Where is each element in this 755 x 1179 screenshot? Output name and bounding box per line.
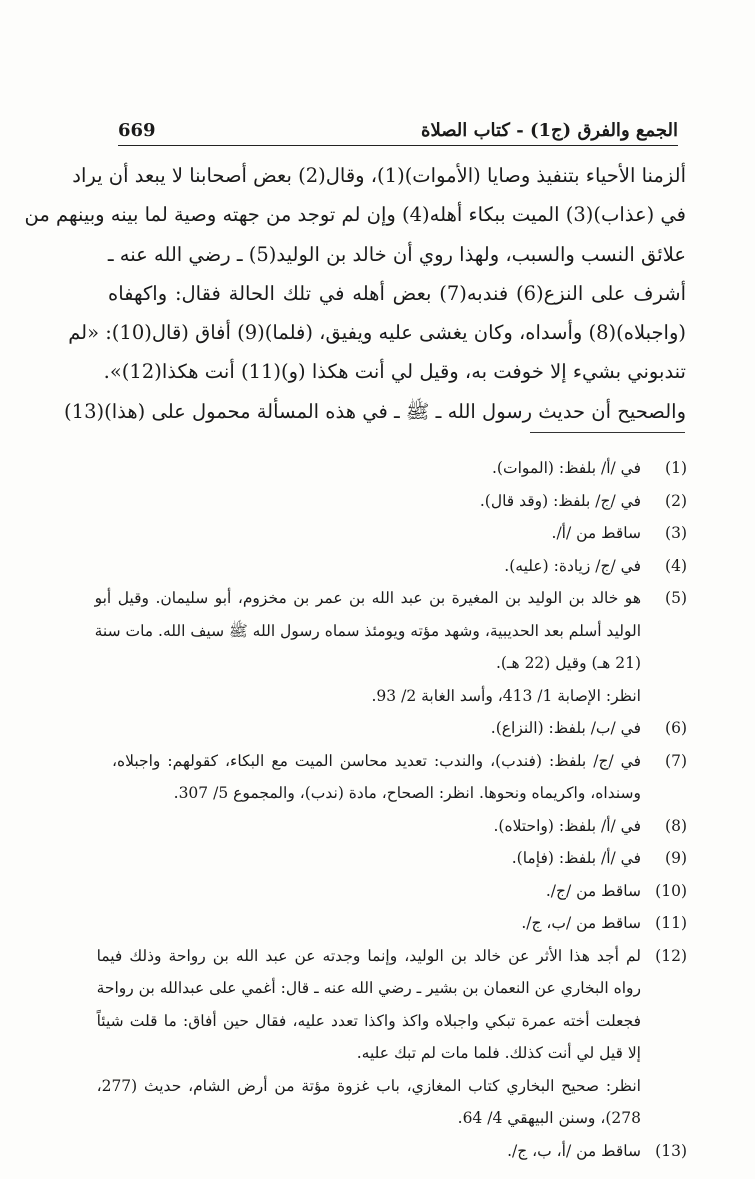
footnote-line: 278)، وسنن البيهقي 4/ 64.: [457, 1109, 641, 1127]
footnote-body: [112, 745, 641, 810]
footnote: [112, 550, 687, 583]
footnote-number: (11): [655, 914, 687, 932]
footnote-line: رواه البخاري عن النعمان بن بشير ـ رضي الله عنه ـ قال: أغمي على عبدالله بن رواحة: [96, 979, 641, 997]
main-text: [24, 156, 686, 431]
footnote: [112, 485, 687, 518]
footnote-line: الوليد أسلم بعد الحديبية، وشهد مؤته ويومئذ سماه رسول الله ﷺ سيف الله. مات سنة: [94, 621, 641, 640]
footnote: [112, 452, 687, 485]
footnote: [112, 810, 687, 843]
footnote-number: (10): [655, 881, 687, 900]
main-text-line: في (عذاب)(3) الميت ببكاء أهله(4) وإن لم توجد من جهته وصية لما بينه وبينهم من: [24, 203, 686, 227]
footnote-line: وسنداه، واكريماه ونحوها. انظر: الصحاح، مادة (ندب)، والمجموع 5/ 307.: [173, 784, 641, 802]
footnote: [96, 940, 687, 1135]
main-text-line: (واجبلاه)(8) وأسداه، وكان يغشى عليه ويفيق، (فلما)(9) أفاق (قال(10): «لم: [68, 321, 686, 345]
footnote: [112, 1135, 687, 1168]
footnote-line: ساقط من /أ، ب، ج/.: [507, 1141, 641, 1160]
footnote-number: (7): [665, 751, 687, 770]
footnote-number: (2): [665, 491, 687, 510]
footnote: [112, 745, 687, 810]
footnote-line: ساقط من /ب، ج/.: [521, 914, 641, 932]
footnote-number: (6): [665, 719, 687, 737]
footnote-body: [112, 712, 641, 745]
footnote-line: ساقط من /ج/.: [545, 881, 641, 900]
footnote-line: انظر: صحيح البخاري كتاب المغازي، باب غزوة مؤتة من أرض الشام، حديث (277،: [96, 1076, 641, 1095]
footnote-line: في /أ/ بلفظ: (فإما).: [511, 849, 641, 867]
footnote-number: (5): [665, 589, 687, 607]
running-title: الجمع والفرق (ج1) - كتاب الصلاة: [421, 120, 678, 141]
footnote-body: [95, 582, 641, 712]
footnote-body: [112, 550, 641, 583]
footnote-number: (12): [655, 946, 687, 965]
footnote-line: في /أ/ بلفظ: (الموات).: [492, 459, 641, 477]
footnote: [94, 582, 687, 712]
footnote-number: (4): [665, 556, 687, 575]
footnote-line: ساقط من /أ/.: [551, 524, 641, 542]
footnote-body: [97, 940, 641, 1135]
footnote-body: [112, 517, 641, 550]
footnote-body: [112, 452, 641, 485]
footnote-separator: [530, 432, 685, 433]
main-text-line: والصحيح أن حديث رسول الله ـ ﷺ ـ في هذه المسألة محمول على (هذا)(13): [64, 399, 686, 423]
footnote-number: (8): [665, 816, 687, 835]
footnote: [112, 842, 687, 875]
footnote: [112, 875, 687, 908]
page-number: 669: [118, 120, 156, 141]
footnote: [112, 517, 687, 550]
footnote-body: [112, 907, 641, 940]
footnote-line: في /ب/ بلفظ: (النزاع).: [490, 719, 641, 737]
footnote-number: (13): [655, 1141, 687, 1160]
footnote-number: (3): [665, 524, 687, 542]
footnote: [112, 712, 687, 745]
footnote-body: [112, 485, 641, 518]
footnote-body: [112, 1135, 641, 1168]
footnote-number: (9): [665, 849, 687, 867]
footnote-line: هو خالد بن الوليد بن المغيرة بن عبد الله بن عمر بن مخزوم، أبو سليمان. وقيل أبو: [94, 589, 641, 607]
footnote-body: [112, 875, 641, 908]
main-text-line: أشرف على النزع(6) فندبه(7) بعض أهله في تلك الحالة فقال: واكهفاه: [108, 281, 686, 305]
footnote-line: فجعلت أخته عمرة تبكي واجبلاه واكذ واكذا تعدد عليه، فقال حين أفاق: ما قلت شيئاً: [96, 1011, 641, 1030]
page-header: [118, 116, 678, 146]
main-text-line: علائق النسب والسبب، ولهذا روي أن خالد بن الوليد(5) ـ رضي الله عنه ـ: [107, 242, 686, 266]
footnote-line: انظر: الإصابة 1/ 413، وأسد الغابة 2/ 93.: [371, 686, 641, 705]
footnote-number: (1): [665, 459, 687, 477]
footnotes: [94, 452, 687, 1167]
footnote-line: في /أ/ بلفظ: (واحتلاه).: [493, 816, 641, 835]
footnote: [112, 907, 687, 940]
footnote-line: في /ج/ زيادة: (عليه).: [504, 556, 641, 575]
main-text-line: تندبوني بشيء إلا خوفت به، وقيل لي أنت هكذا (و)(11) أنت هكذا(12)».: [103, 360, 686, 384]
footnote-line: (21 هـ) وقيل (22 هـ).: [495, 654, 641, 672]
footnote-line: في /ج/ بلفظ: (فندب)، والندب: تعديد محاسن الميت مع البكاء، كقولهم: واجبلاه،: [112, 751, 641, 770]
footnote-body: [112, 842, 641, 875]
footnote-line: لم أجد هذا الأثر عن خالد بن الوليد، وإنما وجدته عن عبد الله بن رواحة وذلك فيما: [96, 946, 641, 965]
main-text-line: ألزمنا الأحياء بتنفيذ وصايا (الأموات)(1)، وقال(2) بعض أصحابنا لا يبعد أن يراد: [72, 164, 686, 187]
footnote-line: في /ج/ بلفظ: (وقد قال).: [479, 491, 641, 510]
footnote-line: إلا قيل لي أنت كذلك. فلما مات لم تبك عليه.: [356, 1044, 641, 1062]
footnote-body: [112, 810, 641, 843]
